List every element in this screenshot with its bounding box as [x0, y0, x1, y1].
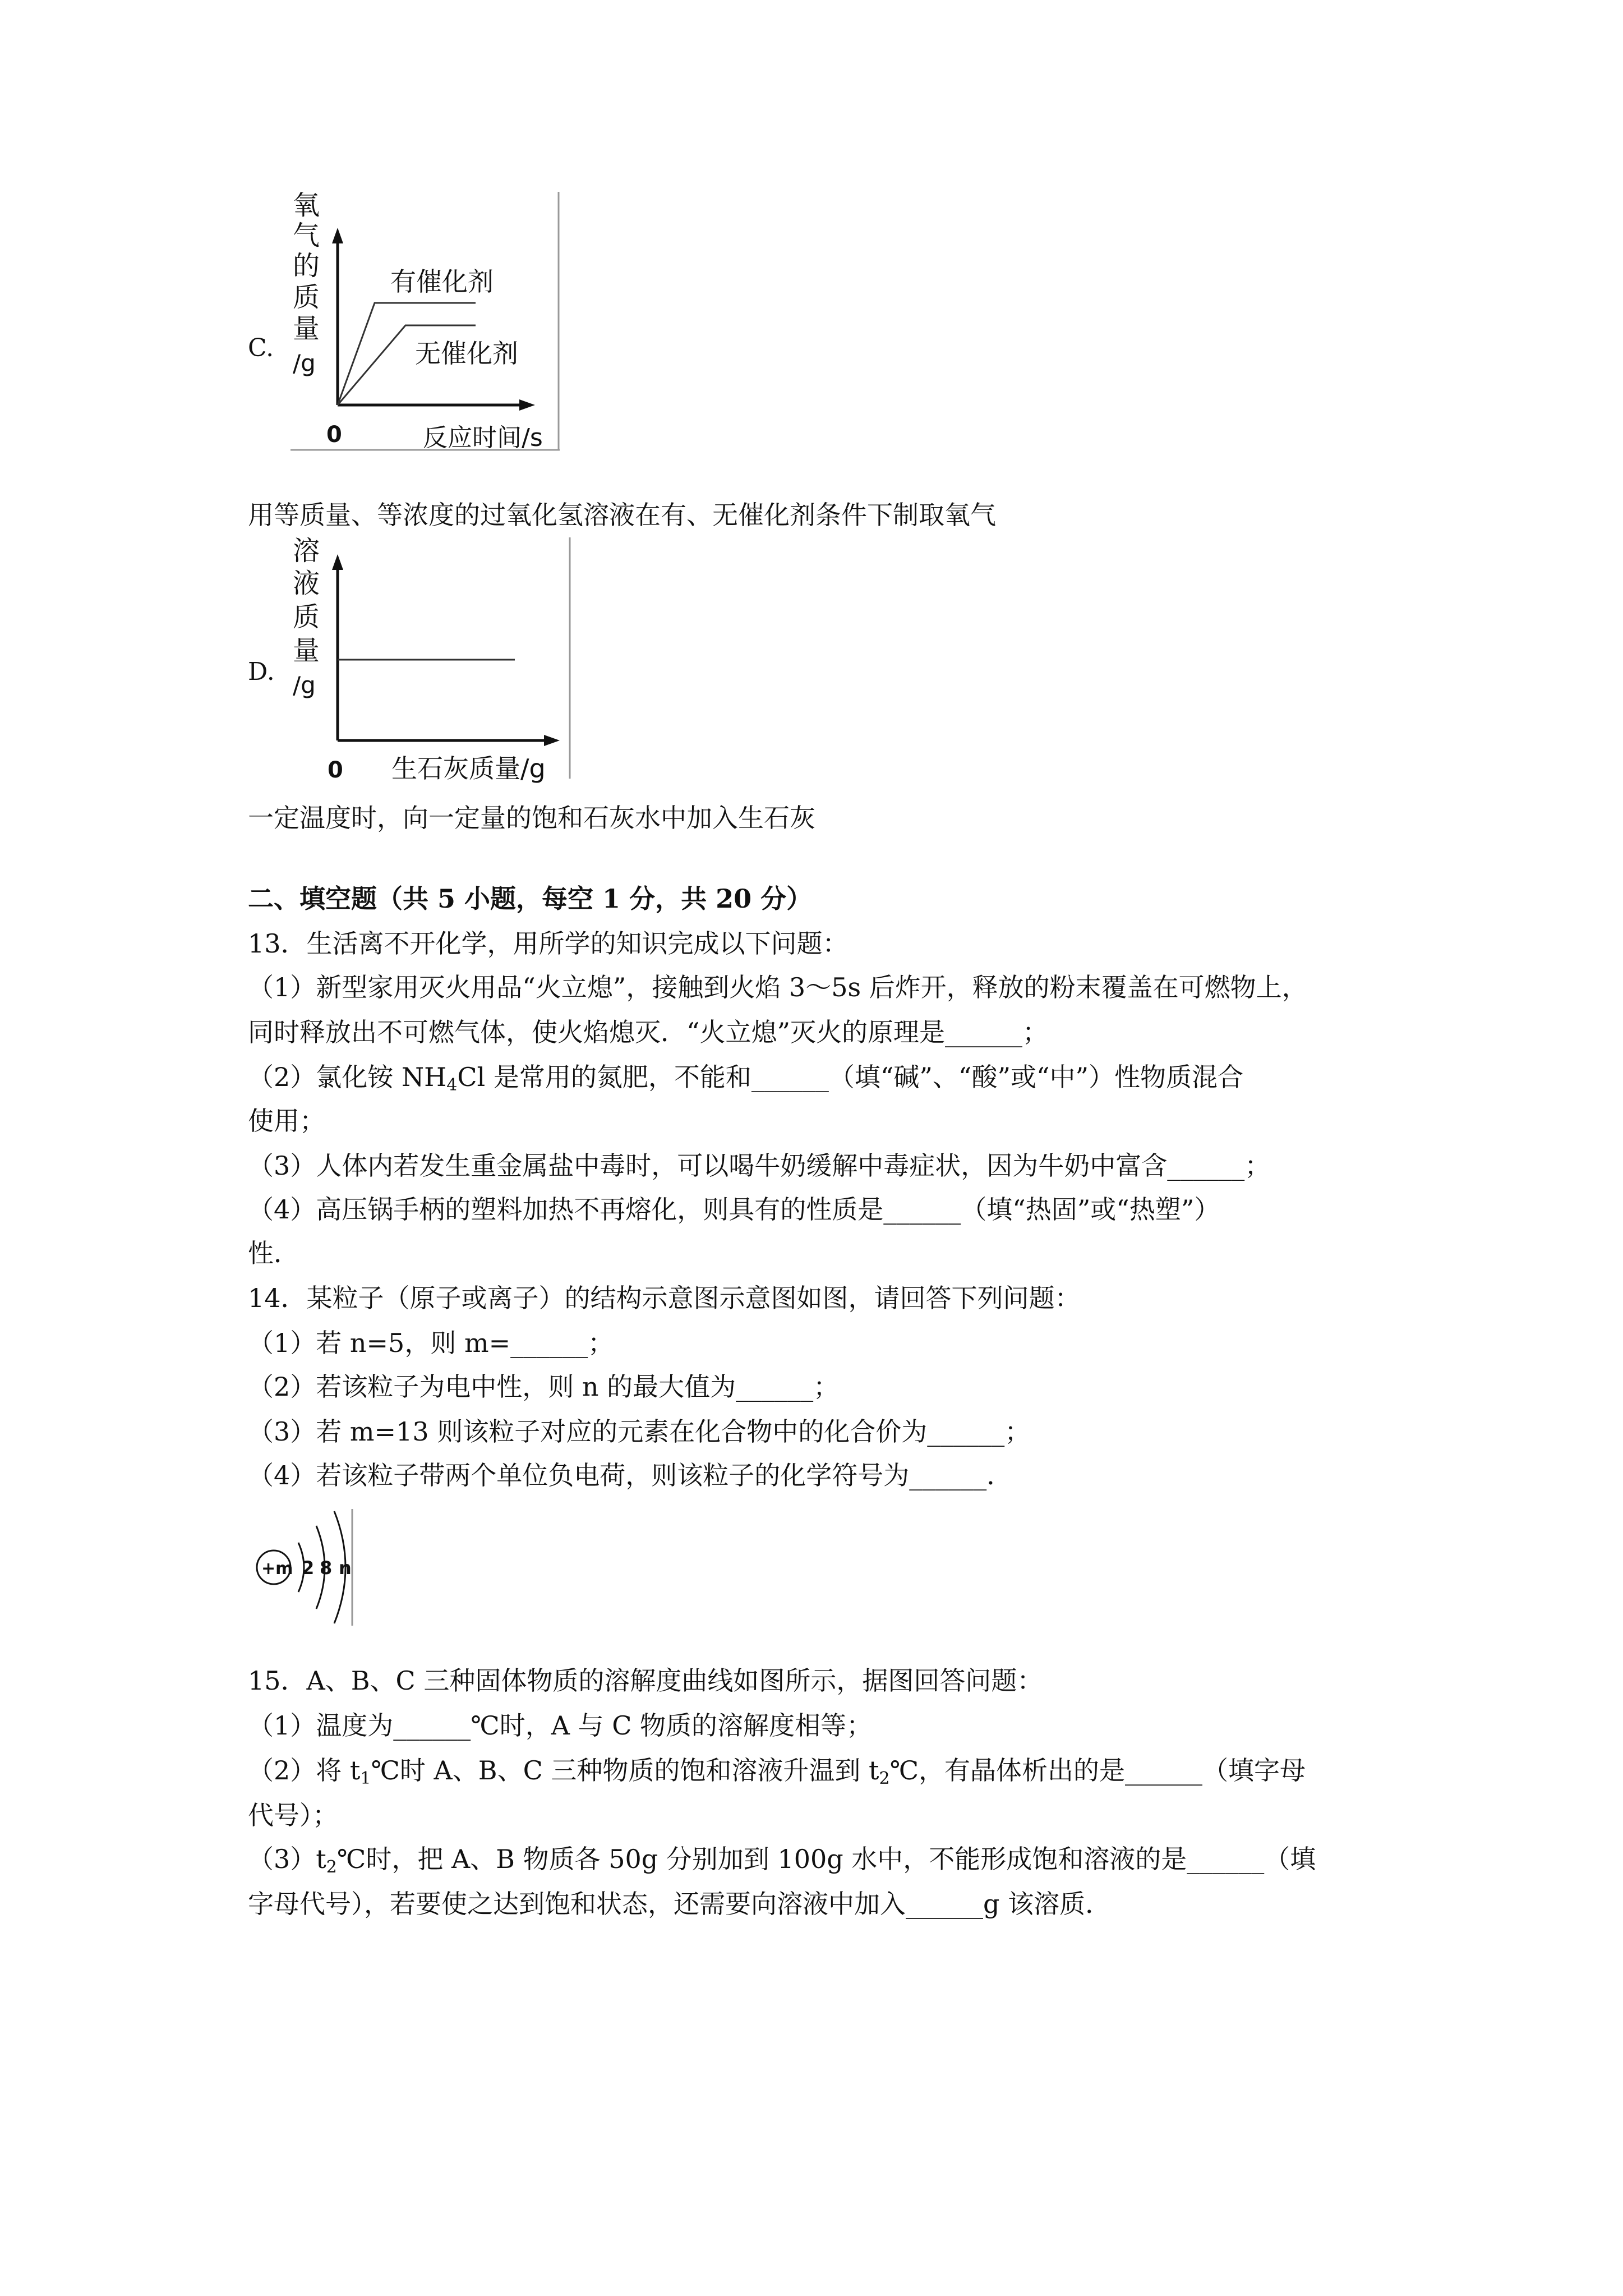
q15-part2-subscript-1: 1 [360, 1769, 371, 1788]
q15-stem: 15．A、B、C 三种固体物质的溶解度曲线如图所示，据图回答问题： [248, 1665, 1043, 1696]
q15-part3-line1 [248, 1842, 1316, 1884]
figure-d-caption: 一定温度时，向一定量的饱和石灰水中加入生石灰 [248, 803, 815, 833]
y-axis-char-2: 的 [293, 250, 320, 282]
q13-part2-subscript: 4 [446, 1075, 458, 1095]
option-c-label: C. [248, 334, 274, 362]
q15-part3-subscript: 2 [326, 1857, 337, 1877]
y-axis-char-0: 氧 [293, 191, 320, 221]
figure-d-solution-mass-graph [291, 537, 582, 784]
origin-label: 0 [328, 757, 343, 783]
q13-stem: 13．生活离不开化学，用所学的知识完成以下问题： [248, 928, 849, 959]
shell-3-electrons: n [339, 1557, 352, 1579]
y-axis-unit: /g [293, 349, 316, 377]
q13-part2-text-a: （2）氯化铵 NH [248, 1062, 447, 1092]
q15-part1: （1）温度为______℃时，A 与 C 物质的溶解度相等； [248, 1710, 873, 1741]
q15-part3-text-a: （3）t [248, 1844, 326, 1874]
origin-label: 0 [326, 422, 342, 448]
q15-part3-text-b: ℃时，把 A、B 物质各 50g 分别加到 100g 水中，不能形成饱和溶液的是______（填 [336, 1844, 1316, 1874]
q15-part2-subscript-2: 2 [879, 1769, 890, 1788]
figure-c-oxygen-mass-graph [291, 191, 571, 460]
x-axis-label: 生石灰质量/g [391, 753, 546, 784]
x-axis-label: 反应时间/s [423, 424, 543, 452]
q14-stem: 14．某粒子（原子或离子）的结构示意图示意图如图，请回答下列问题： [248, 1283, 1081, 1313]
q14-part3: （3）若 m=13 则该粒子对应的元素在化合物中的化合价为______； [248, 1416, 1031, 1447]
y-axis-char-1: 液 [293, 568, 320, 599]
y-axis-char-4: 量 [293, 313, 320, 344]
q13-part2-line1 [248, 1060, 1243, 1102]
q15-part3-line2: 字母代号），若要使之达到饱和状态，还需要向溶液中加入______g 该溶质． [248, 1889, 1112, 1919]
shell-2-electrons: 8 [320, 1557, 333, 1579]
q15-part2-line2: 代号）； [248, 1800, 338, 1830]
nucleus-label: +m [261, 1559, 293, 1579]
q14-part4: （4）若该粒子带两个单位负电荷，则该粒子的化学符号为______． [248, 1460, 1013, 1490]
q15-part2-text-b: ℃时 A、B、C 三种物质的饱和溶液升温到 t [371, 1755, 879, 1786]
q15-part2-line1 [248, 1754, 1306, 1796]
q15-part2-text-c: ℃，有晶体析出的是______（填字母 [889, 1755, 1306, 1786]
option-d-label: D. [248, 657, 275, 686]
q13-part1-line1: （1）新型家用灭火用品“火立熄”，接触到火焰 3～5s 后炸开，释放的粉末覆盖在可燃物上， [248, 972, 1308, 1002]
section-2-title: 二、填空题（共 5 小题，每空 1 分，共 20 分） [248, 884, 813, 914]
atom-structure-diagram [250, 1509, 357, 1627]
q13-part2-line2: 使用； [248, 1106, 325, 1136]
y-axis-char-3: 量 [293, 635, 320, 666]
q14-part1: （1）若 n=5，则 m=______； [248, 1328, 614, 1358]
q13-part2-text-b: Cl 是常用的氮肥，不能和______（填“碱”、“酸”或“中”）性物质混合 [457, 1062, 1243, 1092]
q15-part2-text-a: （2）将 t [248, 1755, 361, 1786]
y-axis-unit: /g [293, 671, 316, 699]
y-axis-char-1: 气 [293, 220, 320, 251]
q13-part1-line2: 同时释放出不可燃气体，使火焰熄灭．“火立熄”灭火的原理是______； [248, 1017, 1049, 1047]
shell-1-electrons: 2 [302, 1557, 315, 1579]
figure-c-caption: 用等质量、等浓度的过氧化氢溶液在有、无催化剂条件下制取氧气 [248, 500, 996, 530]
y-axis-char-0: 溶 [293, 537, 320, 567]
curve-label-without-catalyst: 无催化剂 [415, 338, 518, 369]
q14-part2: （2）若该粒子为电中性，则 n 的最大值为______； [248, 1372, 840, 1402]
y-axis-char-3: 质 [293, 282, 320, 313]
q13-part4-line2: 性． [248, 1238, 299, 1268]
curve-label-with-catalyst: 有催化剂 [390, 266, 494, 297]
q13-part3: （3）人体内若发生重金属盐中毒时，可以喝牛奶缓解中毒症状，因为牛奶中富含______； [248, 1151, 1271, 1181]
q13-part4-line1: （4）高压锅手柄的塑料加热不再熔化，则具有的性质是______（填“热固”或“热塑”） [248, 1194, 1220, 1225]
y-axis-char-2: 质 [293, 601, 320, 633]
